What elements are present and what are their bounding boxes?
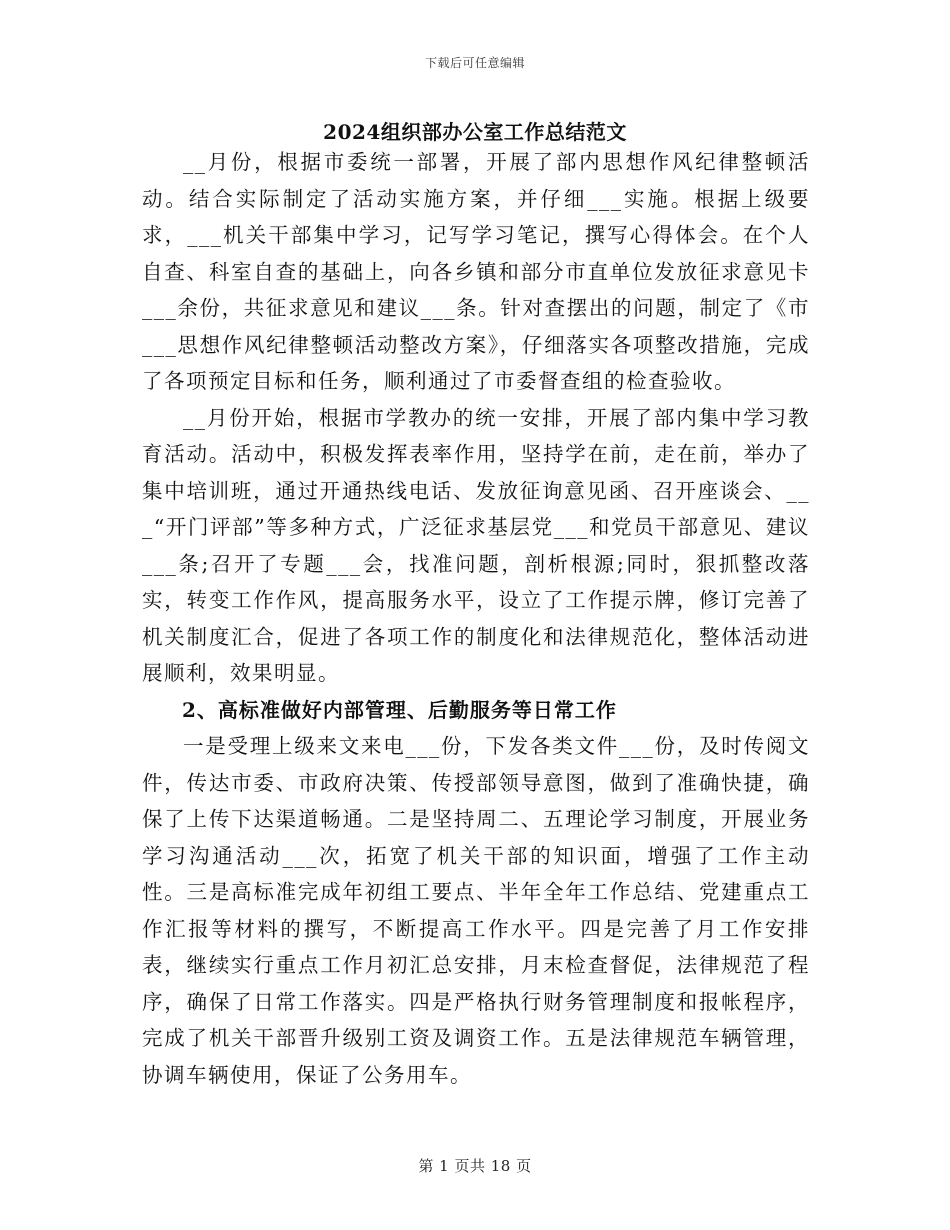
document-title: 2024组织部办公室工作总结范文 [323,120,627,144]
section-heading: 2、高标准做好内部管理、后勤服务等日常工作 [182,697,617,722]
body-paragraph: __月份开始，根据市学教办的统一安排，开展了部内集中学习教育活动。活动中，积极发挥表率作用，坚持学在前，走在前，举办了集中培训班，通过开通热线电话、发放征询意见函、召开座谈会、___“开门评部”等多种方式，广泛征求基层党___和党员干部意见、建议___条;召开了专题___会，找准问题，剖析根源;同时，狠抓整改落实，转变工作作风，提高服务水平，设立了工作提示牌，修订完善了机关制度汇合，促进了各项工作的制度化和法律规范化，整体活动进展顺利，效果明显。 [142,405,810,685]
document-body [142,144,810,1093]
header-note: 下载后可任意编辑 [424,56,525,70]
page-indicator: 第 1 页共 18 页 [418,1157,532,1175]
body-paragraph: 一是受理上级来文来电___份，下发各类文件___份，及时传阅文件，传达市委、市政府决策、传授部领导意图，做到了准确快捷，确保了上传下达渠道畅通。二是坚持周二、五理论学习制度，开展业务学习沟通活动___次，拓宽了机关干部的知识面，增强了工作主动性。三是高标准完成年初组工要点、半年全年工作总结、党建重点工作汇报等材料的撰写，不断提高工作水平。四是完善了月工作安排表，继续实行重点工作月初汇总安排，月末检查督促，法律规范了程序，确保了日常工作落实。四是严格执行财务管理制度和报帐程序，完成了机关干部晋升级别工资及调资工作。五是法律规范车辆管理，协调车辆使用，保证了公务用车。 [142,734,810,1087]
body-paragraph: __月份，根据市委统一部署，开展了部内思想作风纪律整顿活动。结合实际制定了活动实施方案，并仔细___实施。根据上级要求，___机关干部集中学习，记写学习笔记，撰写心得体会。在个人自查、科室自查的基础上，向各乡镇和部分市直单位发放征求意见卡___余份，共征求意见和建议___条。针对查摆出的问题，制定了《市___思想作风纪律整顿活动整改方案》，仔细落实各项整改措施，完成了各项预定目标和任务，顺利通过了市委督查组的检查验收。 [142,150,810,393]
